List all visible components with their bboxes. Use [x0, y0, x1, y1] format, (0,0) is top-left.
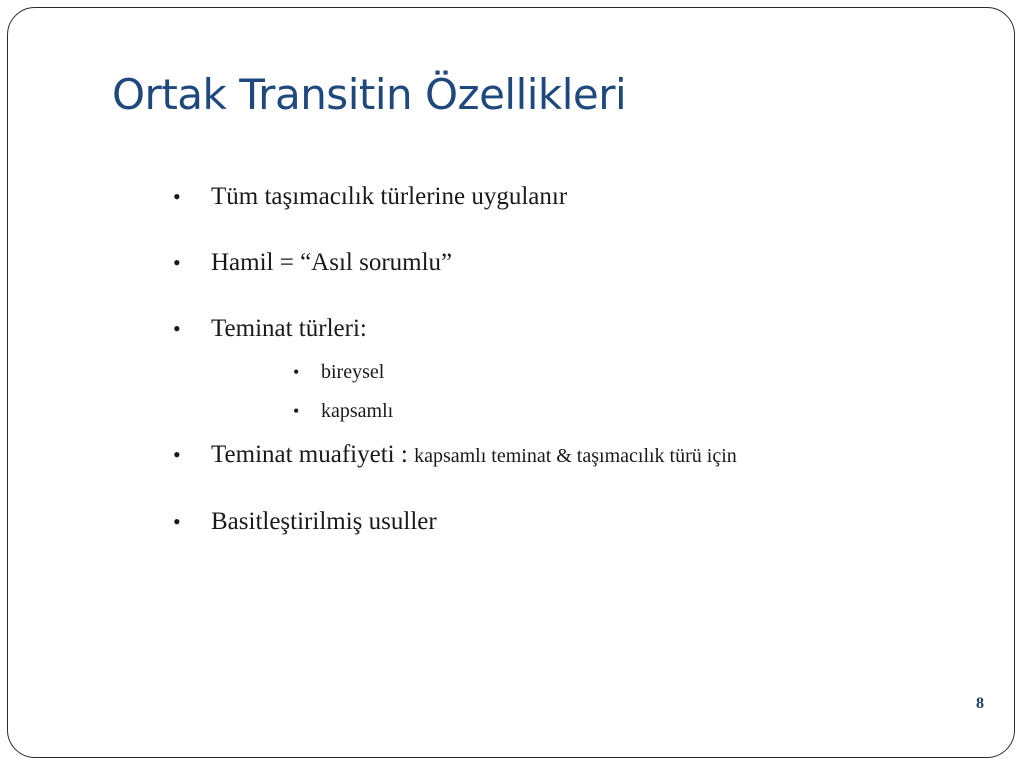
sub-bullet-text: bireysel: [321, 361, 385, 383]
bullet-text: Teminat türleri:: [211, 315, 367, 342]
bullet-icon: •: [173, 250, 181, 275]
bullet-item: [171, 505, 737, 539]
bullet-item: [171, 180, 737, 214]
bullet-text: Teminat muafiyeti :: [211, 441, 415, 468]
bullet-detail-text: kapsamlı teminat & taşımacılık türü için: [414, 445, 737, 467]
slide: [7, 7, 1015, 758]
bullet-text: Tüm taşımacılık türlerine uygulanır: [211, 183, 568, 210]
sub-bullet-icon: •: [293, 362, 300, 382]
bullet-item: [171, 438, 737, 473]
sub-bullet-icon: •: [293, 401, 300, 421]
bullet-text: Basitleştirilmiş usuller: [211, 508, 437, 535]
bullet-icon: •: [173, 316, 181, 341]
bullet-icon: •: [173, 184, 181, 209]
bullet-list: [171, 180, 737, 571]
bullet-icon: •: [173, 442, 181, 467]
bullet-text: Hamil = “Asıl sorumlu”: [211, 249, 453, 276]
bullet-item: [171, 312, 737, 424]
slide-title: Ortak Transitin Özellikleri: [112, 70, 627, 119]
page-number: 8: [976, 695, 984, 712]
sub-bullet-list: [211, 359, 737, 424]
sub-bullet-text: kapsamlı: [321, 400, 394, 422]
bullet-item: [171, 246, 737, 280]
sub-bullet-item: [211, 398, 737, 424]
sub-bullet-item: [211, 359, 737, 385]
bullet-icon: •: [173, 509, 181, 534]
